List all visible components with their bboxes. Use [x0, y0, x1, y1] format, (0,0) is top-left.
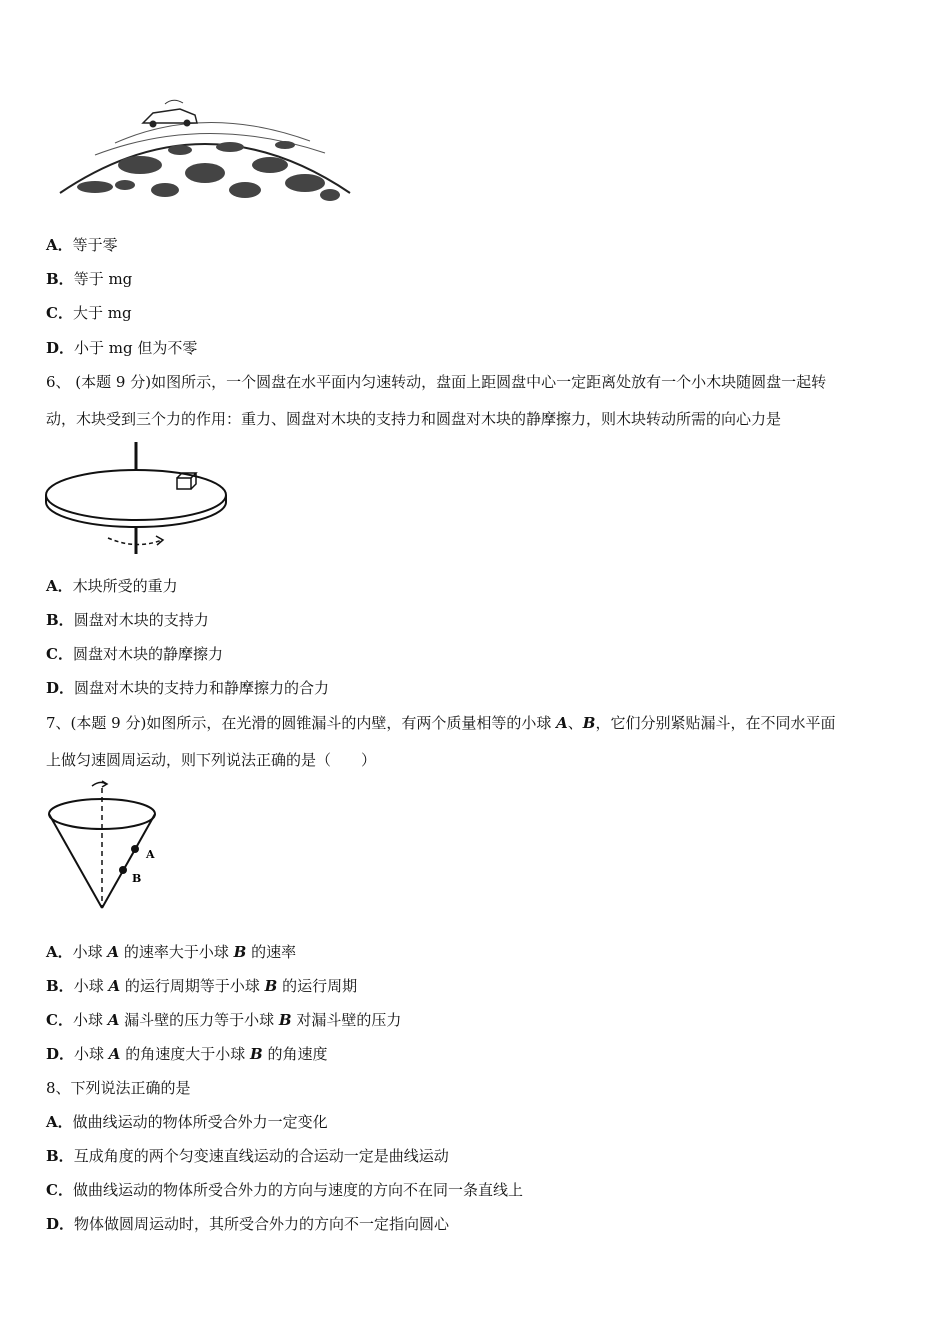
- q6-option-c: C．圆盘对木块的静摩擦力: [46, 645, 223, 663]
- rotating-disk-figure: [42, 440, 234, 558]
- q6-option-d: D．圆盘对木块的支持力和静摩擦力的合力: [46, 679, 330, 697]
- q7-stem-line2: 上做匀速圆周运动，则下列说法正确的是（ ）: [46, 751, 377, 769]
- q5-option-b: B．等于 mg: [46, 270, 133, 288]
- q8-option-d: D．物体做圆周运动时，其所受合外力的方向不一定指向圆心: [46, 1215, 450, 1233]
- car-on-earth-figure: [55, 95, 355, 215]
- q7-option-d: D．小球 A 的角速度大于小球 B 的角速度: [46, 1045, 328, 1063]
- q8-option-a: A．做曲线运动的物体所受合外力一定变化: [46, 1113, 328, 1131]
- label-b: B: [132, 872, 142, 885]
- cone-funnel-figure: [44, 778, 174, 913]
- q7-stem-line1: 7、(本题 9 分)如图所示，在光滑的圆锥漏斗的内壁，有两个质量相等的小球 A、B，它们分别紧贴漏斗，在不同水平面: [46, 714, 836, 732]
- q5-option-a: A．等于零: [46, 236, 118, 254]
- q8-option-c: C．做曲线运动的物体所受合外力的方向与速度的方向不在同一条直线上: [46, 1181, 523, 1199]
- q8-option-b: B．互成角度的两个匀变速直线运动的合运动一定是曲线运动: [46, 1147, 449, 1165]
- q6-option-b: B．圆盘对木块的支持力: [46, 611, 209, 629]
- q7-option-c: C．小球 A 漏斗壁的压力等于小球 B 对漏斗壁的压力: [46, 1011, 402, 1029]
- q6-stem-line2: 动，木块受到三个力的作用：重力、圆盘对木块的支持力和圆盘对木块的静摩擦力，则木块转动所需的向心力是: [46, 410, 782, 428]
- q6-option-a: A．木块所受的重力: [46, 577, 178, 595]
- q7-option-b: B．小球 A 的运行周期等于小球 B 的运行周期: [46, 977, 358, 995]
- car-icon: [143, 100, 197, 127]
- ball-b-icon: [119, 866, 127, 874]
- q6-stem-line1: 6、 (本题 9 分)如图所示，一个圆盘在水平面内匀速转动，盘面上距圆盘中心一定距离处放有一个小木块随圆盘一起转: [46, 373, 827, 391]
- ball-a-icon: [131, 845, 139, 853]
- q7-option-a: A．小球 A 的速率大于小球 B 的速率: [46, 943, 297, 961]
- q5-option-c: C．大于 mg: [46, 304, 132, 322]
- q5-option-d: D．小于 mg 但为不零: [46, 339, 198, 357]
- label-a: A: [146, 848, 155, 861]
- q8-stem: 8、下列说法正确的是: [46, 1079, 191, 1097]
